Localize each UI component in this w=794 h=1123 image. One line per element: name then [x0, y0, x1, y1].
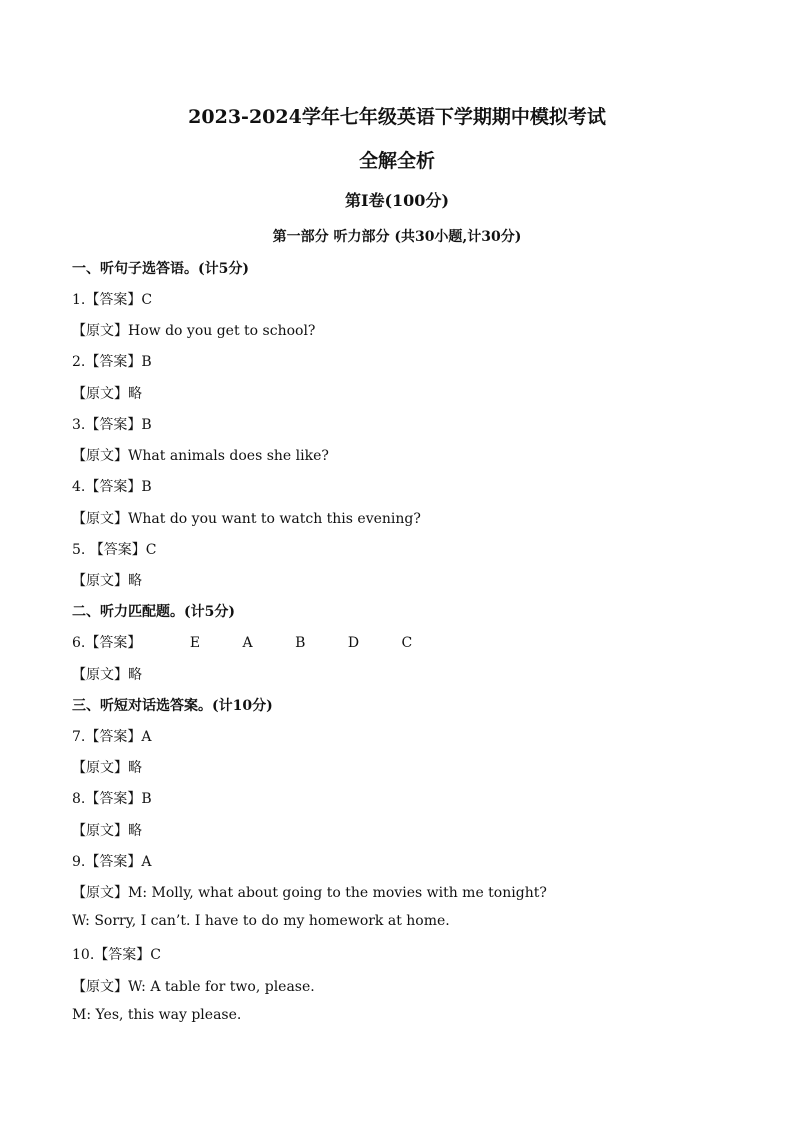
transcript-line-6: 【原文】略 [72, 667, 142, 683]
section-heading-1: 一、听句子选答语。(计5分) [72, 261, 249, 277]
transcript-line-5: 【原文】略 [72, 573, 142, 589]
answer-line-4: 4.【答案】B [72, 479, 152, 495]
matching-answer: D [347, 635, 360, 651]
matching-answer: E [189, 635, 201, 651]
transcript-line-4: 【原文】What do you want to watch this evening? [72, 511, 421, 527]
matching-answer: B [295, 635, 306, 651]
transcript-line-1: 【原文】How do you get to school? [72, 323, 316, 339]
transcript-line-9-continued: W: Sorry, I can’t. I have to do my homework at home. [72, 913, 450, 929]
section-heading-2: 二、听力匹配题。(计5分) [72, 604, 235, 620]
answer-line-6 [72, 632, 412, 652]
section-heading-3: 三、听短对话选答案。(计10分) [72, 698, 273, 714]
answer-line-1: 1.【答案】C [72, 292, 153, 308]
part-heading: 第一部分 听力部分 (共30小题,计30分) [272, 229, 522, 245]
transcript-line-10: 【原文】W: A table for two, please. [72, 979, 315, 995]
answer-line-10: 10.【答案】C [72, 947, 161, 963]
answer-line-7: 7.【答案】A [72, 729, 152, 745]
matching-answers [146, 635, 412, 651]
transcript-line-10-continued: M: Yes, this way please. [72, 1007, 242, 1023]
matching-answer: C [401, 635, 413, 651]
answer-line-8: 8.【答案】B [72, 791, 152, 807]
answer-line-3: 3.【答案】B [72, 417, 152, 433]
answer-6-label: 6.【答案】 [72, 635, 142, 651]
answer-line-9: 9.【答案】A [72, 854, 152, 870]
transcript-line-7: 【原文】略 [72, 760, 142, 776]
matching-answer: A [242, 635, 253, 651]
answer-line-5: 5. 【答案】C [72, 542, 157, 558]
transcript-line-3: 【原文】What animals does she like? [72, 448, 329, 464]
transcript-line-8: 【原文】略 [72, 823, 142, 839]
transcript-line-9: 【原文】M: Molly, what about going to the movies with me tonight? [72, 885, 547, 901]
answer-line-2: 2.【答案】B [72, 354, 152, 370]
document-title: 2023-2024学年七年级英语下学期期中模拟考试 [188, 106, 606, 128]
volume-heading: 第Ⅰ卷(100分) [344, 191, 450, 210]
transcript-line-2: 【原文】略 [72, 386, 142, 402]
document-subtitle: 全解全析 [358, 150, 435, 172]
